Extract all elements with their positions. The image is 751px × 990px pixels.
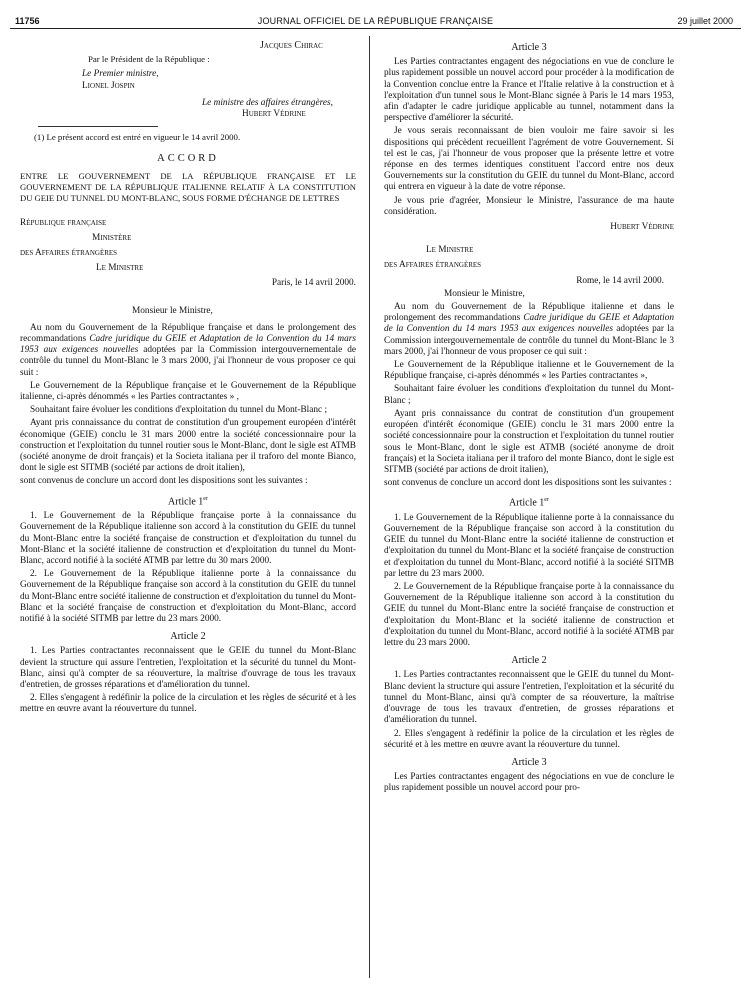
article-1-title-right: Article 1 xyxy=(509,497,545,509)
issue-date: 29 juillet 2000 xyxy=(677,16,733,26)
paragraph-ayant-pris-right: Ayant pris connaissance du contrat de constitution d'un groupement européen d'intérêt économique (GEIE) conclu le 31 mars 2000 entre la société concessionnaire pour la construction et l'exploitation du tunnel routier sous le Mont-Blanc, dont le sigle est ATMB (société anonyme de droit français) et la Societa italiana per il traforo del monte Bianco, dont le sigle est SITMB (société par actions de droit italien), xyxy=(384,408,674,475)
ministre-affaires-etrangeres: Le ministre des affaires étrangères, xyxy=(202,97,333,108)
article-3b-heading-right: Article 3 xyxy=(511,756,547,768)
republique-francaise: République française xyxy=(20,217,107,228)
article-1-paragraph-2: 2. Le Gouvernement de la République italienne porte à la connaissance du Gouvernement de la République française son accord à la constitution du GEIE du tunnel du Mont-Blanc entre société italienne de construction et d'exploitation du tunnel du Mont-Blanc et la société française de construction et d'exploitation du Mont-Blanc, accord notifié à la société SITMB par lettre du 23 mars 2000. xyxy=(20,569,356,625)
article-3-paragraph: Les Parties contractantes engagent des négociations en vue de conclure le plus rapidement possible un nouvel accord pour procéder à la modification de la Convention conclue entre la France et l'Italie relative à la construction et à l'exploitation d'un tunnel sous le Mont-Blanc signée à Paris le 14 mars 1953, afin d'adapter le cadre juridique applicable au tunnel, notamment dans la perspective d'améliorer la sécurité. xyxy=(384,57,674,124)
article-1-sup: er xyxy=(203,495,208,502)
article-1-title: Article 1 xyxy=(168,496,204,508)
intro-start: Au nom du Gouvernement de la République française et dans le prolongement des recommandations xyxy=(20,322,356,345)
intro-end-right: adoptées par la Commission intergouvernementale de contrôle du tunnel du Mont-Blanc le 3 mars 2000, j'ai l'honneur de vous proposer ce qui suit : xyxy=(384,324,674,357)
place-date-right: Rome, le 14 avril 2000. xyxy=(576,275,664,286)
premier-ministre: Le Premier ministre, xyxy=(82,69,159,80)
article-3-heading: Article 3 xyxy=(511,42,547,53)
footnote: (1) Le présent accord est entré en vigueur le 14 avril 2000. xyxy=(34,132,241,143)
paragraph-parties: Le Gouvernement de la République française et le Gouvernement de la République italienne, ci-après dénommés « les Parties contractantes » , xyxy=(20,380,356,403)
ministere-label: Ministère xyxy=(92,232,132,243)
paragraph-agreer: Je vous prie d'agréer, Monsieur le Ministre, l'assurance de ma haute considération. xyxy=(384,195,674,217)
place-date: Paris, le 14 avril 2000. xyxy=(271,278,356,289)
intro-italic: Cadre juridique du GEIE et Adaptation de la Convention du 14 mars 1953 aux exigences nouvelles xyxy=(20,334,357,356)
paragraph-parties-right: Le Gouvernement de la République italienne et le Gouvernement de la République française, ci-après dénommés « les Parties contractantes », xyxy=(384,360,674,382)
article-1-sup-right: er xyxy=(544,497,549,504)
paragraph-souhaitant: Souhaitant faire évoluer les conditions d'exploitation du tunnel du Mont-Blanc ; xyxy=(30,405,328,416)
column-divider xyxy=(369,36,370,978)
article-2-paragraph-2-right: 2. Elles s'engagent à redéfinir la police de la circulation et les règles de sécurité et à les mettre en œuvre avant la réouverture du tunnel. xyxy=(384,728,674,750)
article-1-paragraph-1-right: 1. Le Gouvernement de la République italienne porte à la connaissance du Gouvernement de la République française son accord à la constitution du GEIE du tunnel du Mont-Blanc entre la société italienne de construction et d'exploitation du tunnel du Mont-Blanc et la société française de construction et d'exploitation du tunnel du Mont-Blanc, accord notifié à la société SITMB par lettre du 23 mars 2000. xyxy=(384,512,674,579)
salutation: Monsieur le Ministre, xyxy=(132,305,213,316)
salutation-right: Monsieur le Ministre, xyxy=(444,288,525,299)
intro-italic-right: Cadre juridique du GEIE et Adaptation de la Convention du 14 mars 1953 aux exigences nouvelles xyxy=(384,313,674,335)
paragraph-reconnaissant: Je vous serais reconnaissant de bien vouloir me faire savoir si les dispositions qui précèdent recueillent l'agrément de votre Gouvernement. Si tel est le cas, j'ai l'honneur de vous proposer que la présente lettre et votre réponse en des termes identiques constituent l'accord entre nos deux Gouvernements sur la constitution du GEIE du tunnel du Mont-Blanc, accord qui entrera en vigueur à la date de votre réponse. xyxy=(384,126,674,193)
article-3b-paragraph-right: Les Parties contractantes engagent des négociations en vue de conclure le plus rapidement possible un nouvel accord pour pro- xyxy=(384,772,674,794)
paragraph-intro xyxy=(20,323,356,379)
article-2-paragraph-2: 2. Elles s'engagent à redéfinir la police de la circulation et les règles de sécurité et à les mettre en œuvre avant la réouverture du tunnel. xyxy=(20,693,356,715)
le-ministre-label: Le Ministre xyxy=(96,263,144,274)
article-2-paragraph-1: 1. Les Parties contractantes reconnaissent que le GEIE du tunnel du Mont-Blanc devient la structure qui assure l'entretien, l'exploitation et la sécurité du tunnel du Mont-Blanc, ainsi qu'à compter de sa réouverture, la maîtrise d'ouvrage de tous les travaux d'entretien, de grosses réparations et d'amélioration du tunnel. xyxy=(20,646,356,691)
affaires-etrangeres-label: des Affaires étrangères xyxy=(20,248,118,259)
accord-title: ACCORD xyxy=(157,153,219,165)
journal-title: JOURNAL OFFICIEL DE LA RÉPUBLIQUE FRANÇAISE xyxy=(257,16,494,26)
article-2-heading-right: Article 2 xyxy=(511,655,547,667)
footnote-separator xyxy=(38,126,158,127)
article-2-paragraph-1-right: 1. Les Parties contractantes reconnaissent que le GEIE du tunnel du Mont-Blanc devient la structure qui assure l'entretien, l'exploitation et la sécurité du tunnel du Mont-Blanc, ainsi qu'à compter de sa réouverture, la maîtrise d'ouvrage de tous les travaux d'entretien, de grosses réparations et d'amélioration du tunnel. xyxy=(384,670,674,726)
header-rule xyxy=(10,28,741,29)
signer-vedrine: Hubert Védrine xyxy=(242,109,306,120)
left-column xyxy=(20,40,356,718)
article-1-paragraph-2-right: 2. Le Gouvernement de la République française porte à la connaissance du Gouvernement de la République italienne son accord à la constitution du GEIE du tunnel du Mont-Blanc entre la société française de construction et d'exploitation du Mont-Blanc et la société italienne de construction et d'exploitation du tunnel du Mont-Blanc, accord notifié à la société ATMB par lettre du 23 mars 2000. xyxy=(384,582,674,649)
article-1-paragraph-1: 1. Le Gouvernement de la République française porte à la connaissance du Gouvernement de la République italienne son accord à la constitution du GEIE du tunnel du Mont-Blanc entre la société française de construction et d'exploitation du tunnel du Mont-Blanc et la société italienne de construction et d'exploitation du tunnel du Mont-Blanc, accord notifié à la société ATMB par lettre du 30 mars 2000. xyxy=(20,511,356,567)
paragraph-convenus: sont convenus de conclure un accord dont les dispositions sont les suivantes : xyxy=(20,476,308,487)
article-1-heading xyxy=(20,494,356,508)
right-column xyxy=(384,40,674,797)
paragraph-intro-right xyxy=(384,302,674,358)
page-number: 11756 xyxy=(15,16,40,26)
article-2-heading: Article 2 xyxy=(170,631,206,643)
par-le-president: Par le Président de la République : xyxy=(88,54,210,65)
intro-end: adoptées par la Commission intergouvernementale de contrôle du tunnel du Mont-Blanc le 3 mars 2000, j'ai l'honneur de vous proposer ce qui suit : xyxy=(20,345,356,378)
page-header xyxy=(10,8,741,34)
signer-chirac: Jacques Chirac xyxy=(260,40,323,51)
intro-start-right: Au nom du Gouvernement de la République italienne et dans le prolongement des recommandations xyxy=(384,302,674,324)
article-1-heading-right xyxy=(384,495,674,509)
signer-vedrine-right: Hubert Védrine xyxy=(610,222,674,233)
le-ministre-right: Le Ministre xyxy=(426,245,474,256)
accord-subtitle: ENTRE LE GOUVERNEMENT DE LA RÉPUBLIQUE FRANÇAISE ET LE GOUVERNEMENT DE LA RÉPUBLIQUE ITALIENNE RELATIF À LA CONSTITUTION DU GEIE DU TUNNEL DU MONT-BLANC, SOUS FORME D'ÉCHANGE DE LETTRES xyxy=(20,170,356,203)
paragraph-convenus-right: sont convenus de conclure un accord dont les dispositions sont les suivantes : xyxy=(384,478,672,489)
affaires-etrangeres-right: des Affaires étrangères xyxy=(384,260,482,271)
signer-jospin: Lionel Jospin xyxy=(82,80,135,91)
paragraph-souhaitant-right: Souhaitant faire évoluer les conditions d'exploitation du tunnel du Mont-Blanc ; xyxy=(384,384,674,406)
paragraph-ayant-pris: Ayant pris connaissance du contrat de constitution d'un groupement européen d'intérêt économique (GEIE) conclu le 31 mars 2000 entre la société concessionnaire pour la construction et l'exploitation du tunnel routier sous le Mont-Blanc, dont le sigle est ATMB (société anonyme de droit français) et la Societa italiana per il traforo del monte Bianco, dont le sigle est SITMB (société par actions de droit italien), xyxy=(20,418,356,474)
